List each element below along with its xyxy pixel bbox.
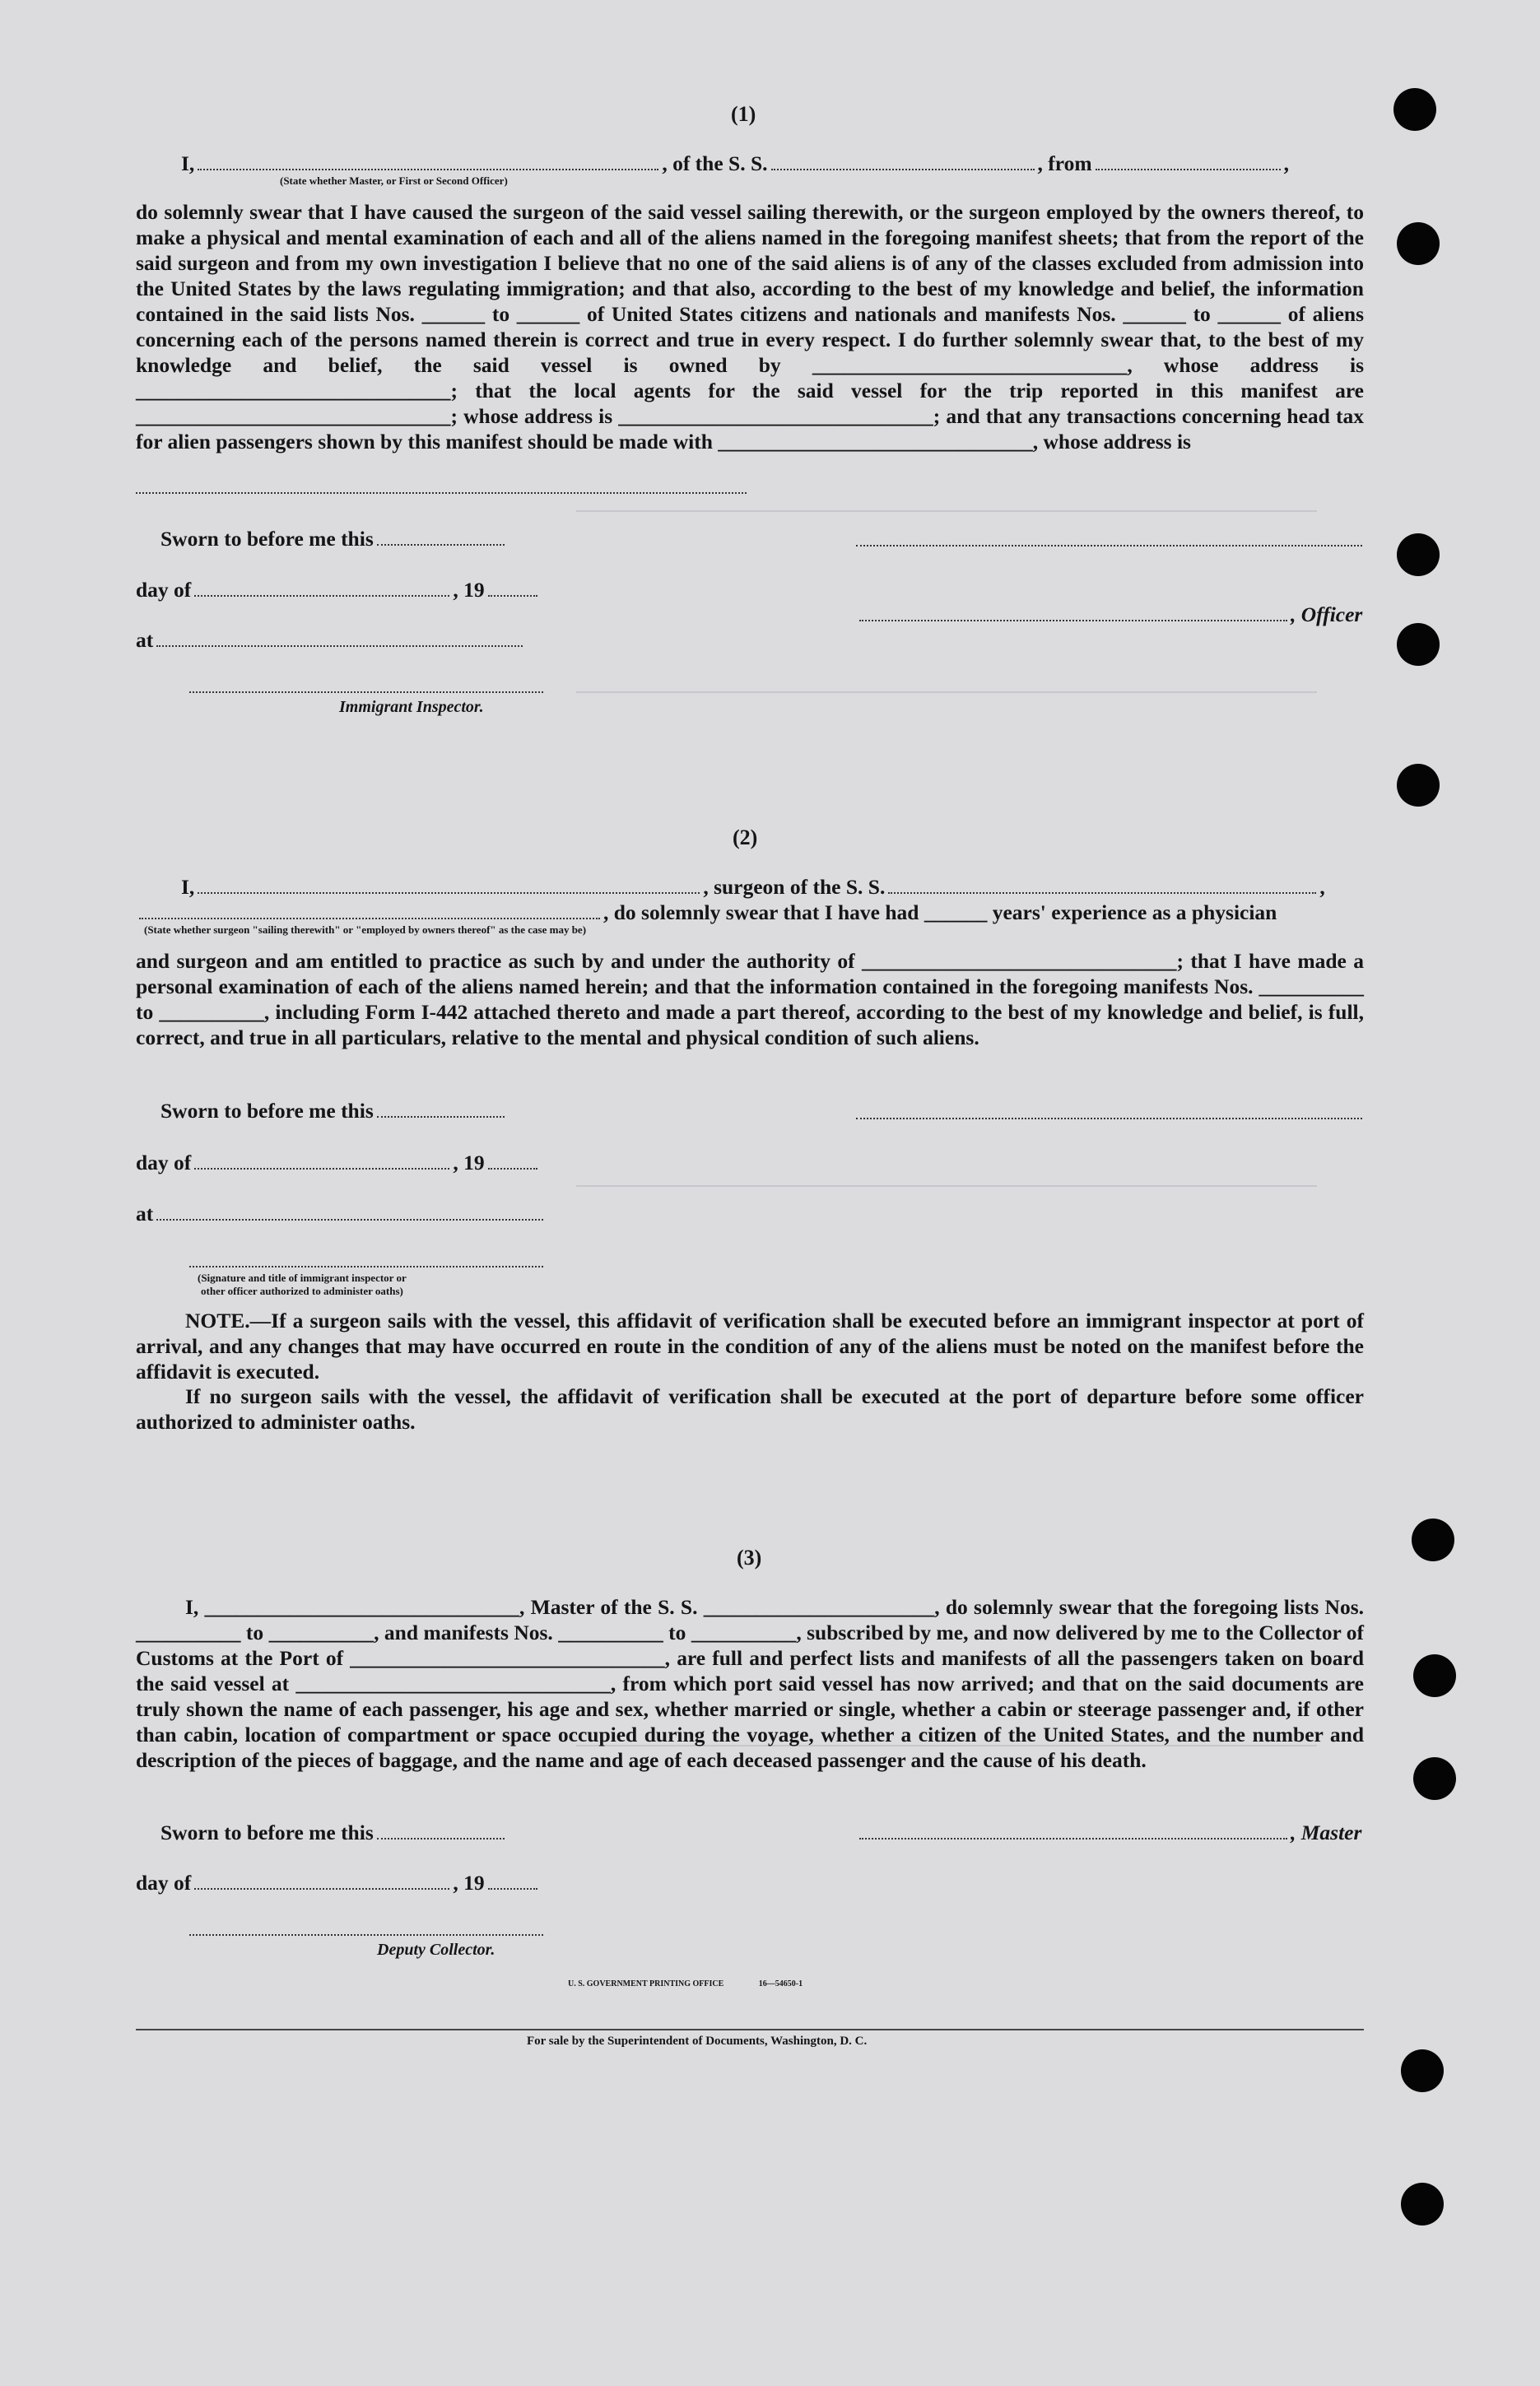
signature-line-2 xyxy=(856,1118,1362,1119)
section-1-body: do solemnly swear that I have caused the surgeon of the said vessel sailing therewith, or the surgeon employed by the owners thereof, to make a physical and mental examination of each and all of the aliens named in the foregoing manifest sheets; that from the report of the said surgeon and from my own investigation I believe that no one of the said aliens is of any of the classes excluded from admission into the United States by the laws regulating immigration; and that also, according to the best of my knowledge and belief, the information contained in the said lists Nos. ______ to ______ of United States citizens and nationals and manifests Nos. ______ to ______ of aliens concerning each of the persons named therein is correct and true in every respect. I do further solemnly swear that, to the best of my knowledge and belief, the said vessel is owned by ______________________________, whose address is ______________________________; that the local agents for the said vessel for the trip reported in this manifest are ______________________________; whose address is ______________________________; and that any transactions concerning head tax for alien passengers shown by this manifest should be made with ______________________________, whose address is xyxy=(136,200,1364,453)
signature-line-1 xyxy=(856,545,1362,547)
day-line-2: day of , 19 xyxy=(136,1151,541,1175)
bleed-through-texture xyxy=(576,1185,1317,1212)
binder-hole xyxy=(1393,88,1436,131)
section-2-note: NOTE.—If a surgeon sails with the vessel, this affidavit of verification shall be executed before an immigrant inspector at port of arrival, and any changes that may have occurred en route in the condition of any of the aliens must be noted on the manifest before the affidavit is executed. xyxy=(136,1309,1364,1384)
sale-notice: For sale by the Superintendent of Documents, Washington, D. C. xyxy=(527,2035,868,2048)
officer-line xyxy=(856,602,1362,627)
day-line-3: day of , 19 xyxy=(136,1871,541,1895)
master-label: , Master xyxy=(1291,1821,1362,1844)
rank-caption: (State whether Master, or First or Second Officer) xyxy=(280,174,508,187)
sworn-line-3: Sworn to before me this xyxy=(161,1821,508,1845)
address-line xyxy=(136,492,747,494)
section-2-note-2: If no surgeon sails with the vessel, the affidavit of verification shall be executed at the port of departure before some officer authorized to administer oaths. xyxy=(136,1384,1364,1434)
binder-hole xyxy=(1413,1757,1456,1800)
signature-caption-2: other officer authorized to administer oaths) xyxy=(201,1285,403,1297)
oath-lead: I, xyxy=(181,151,195,175)
section-2-body: and surgeon and am entitled to practice as such by and under the authority of ______________________________; that I have made a personal examination of each of the aliens named herein; and that the information contained in the foregoing manifests Nos. __________ to __________, including Form I-442 attached thereto and made a part thereof, according to the best of my knowledge and belief, is full, correct, and true in all particulars, relative to the mental and physical condition of such aliens. xyxy=(136,949,1364,1049)
printing-office: U. S. GOVERNMENT PRINTING OFFICE 16—54650-1 xyxy=(568,1979,803,1988)
section-1-oath-line: I, , of the S. S. , from , xyxy=(181,151,1290,175)
binder-hole xyxy=(1413,1654,1456,1697)
section-2-experience-line: , do solemnly swear that I have had ______ years' experience as a physician xyxy=(136,900,1277,925)
section-2-number: (2) xyxy=(733,826,758,849)
section-1-number: (1) xyxy=(731,102,756,126)
surgeon-label: , surgeon of the S. S. xyxy=(703,875,886,899)
binder-hole xyxy=(1401,2183,1444,2226)
at-line-2: at xyxy=(136,1202,547,1226)
day-line-1: day of , 19 xyxy=(136,578,541,602)
binder-hole xyxy=(1397,533,1440,576)
binder-hole xyxy=(1397,623,1440,666)
immigrant-inspector-label: Immigrant Inspector. xyxy=(339,698,484,716)
section-3-number: (3) xyxy=(737,1546,762,1570)
footer-rule xyxy=(136,2029,1364,2030)
deputy-collector-label: Deputy Collector. xyxy=(377,1941,495,1959)
sworn-line-2: Sworn to before me this xyxy=(161,1099,508,1123)
from-label: , from xyxy=(1037,151,1092,175)
bleed-through-texture xyxy=(576,691,1317,718)
signature-caption-1: (Signature and title of immigrant inspector or xyxy=(198,1272,407,1284)
master-line xyxy=(856,1821,1361,1845)
binder-hole xyxy=(1397,764,1440,807)
binder-hole xyxy=(1412,1519,1454,1561)
binder-hole xyxy=(1397,222,1440,265)
officer-label: , Officer xyxy=(1291,602,1363,626)
vessel-label: , of the S. S. xyxy=(662,151,768,175)
bleed-through-texture xyxy=(576,510,1317,537)
binder-hole xyxy=(1401,2049,1444,2092)
section-3-body: I, ______________________________, Master of the S. S. ______________________, do solemnly swear that the foregoing lists Nos. __________ to __________, and manifests Nos. __________ to __________, subscribed by me, and now delivered by me to the Collector of Customs at the Port of ______________________________, are full and perfect lists and manifests of all the passengers taken on board the said vessel at ______________________________, from which port said vessel has now arrived; and that on the said documents are truly shown the name of each passenger, his age and sex, whether married or single, whether a cabin or steerage passenger and, if other than cabin, location of compartment or space occupied during the voyage, whether a citizen of the United States, and the number and description of the pieces of baggage, and the name and age of each deceased passenger and the cause of his death. xyxy=(136,1595,1364,1772)
inspector-signature-line xyxy=(189,691,543,693)
deputy-signature-line xyxy=(189,1934,543,1936)
section-2-oath-line: I, , surgeon of the S. S. , xyxy=(181,875,1325,899)
sworn-line-1: Sworn to before me this xyxy=(161,527,508,551)
at-line-1: at xyxy=(136,628,526,653)
surgeon-caption: (State whether surgeon "sailing therewith" or "employed by owners thereof" as the case may be) xyxy=(144,923,587,936)
witness-signature-line xyxy=(189,1266,543,1267)
